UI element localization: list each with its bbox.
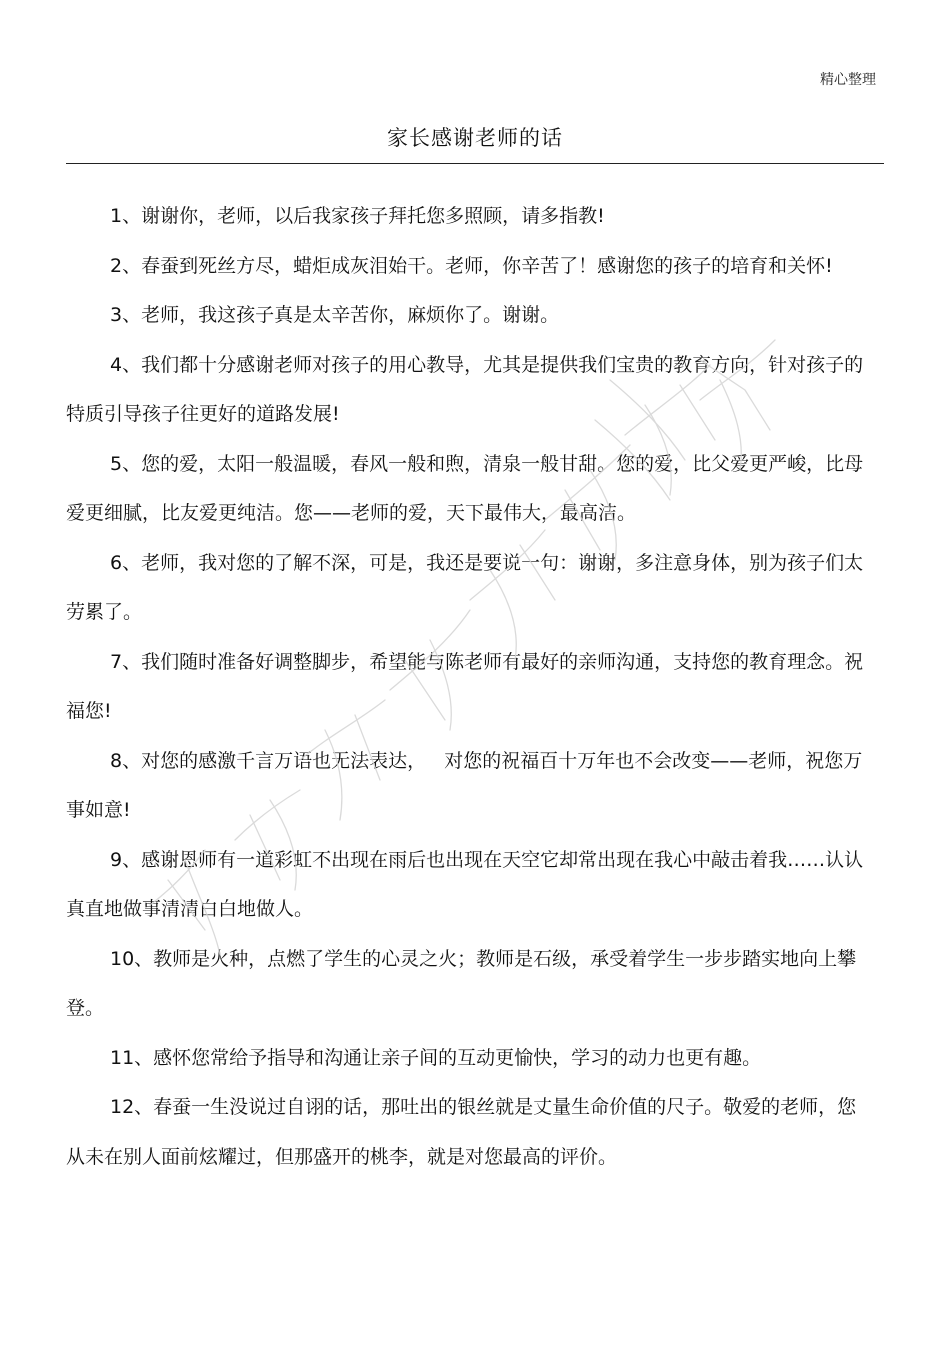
header-note: 精心整理 [820,72,876,88]
paragraph-7: 7、我们随时准备好调整脚步，希望能与陈老师有最好的亲师沟通，支持您的教育理念。祝福您! [66,650,864,722]
paragraph-9: 9、感谢恩师有一道彩虹不出现在雨后也出现在天空它却常出现在我心中敲击着我……认认真直地做事清清白白地做人。 [66,848,864,920]
paragraph-2: 2、春蚕到死丝方尽，蜡炬成灰泪始干。老师，你辛苦了！感谢您的孩子的培育和关怀! [110,254,833,277]
paragraph-5: 5、您的爱，太阳一般温暖，春风一般和煦，清泉一般甘甜。您的爱，比父爱更严峻，比母爱更细腻，比友爱更纯洁。您——老师的爱，天下最伟大，最高洁。 [66,452,864,524]
paragraph-6: 6、老师，我对您的了解不深，可是，我还是要说一句：谢谢，多注意身体，别为孩子们太劳累了。 [66,551,864,623]
title-divider [66,163,884,164]
paragraph-8: 8、对您的感激千言万语也无法表达， 对您的祝福百十万年也不会改变——老师，祝您万事如意! [66,749,863,821]
paragraph-1: 1、谢谢你，老师，以后我家孩子拜托您多照顾，请多指教! [110,205,605,227]
paragraph-10: 10、教师是火种，点燃了学生的心灵之火；教师是石级，承受着学生一步步踏实地向上攀登。 [66,947,857,1019]
paragraph-11: 11、感怀您常给予指导和沟通让亲子间的互动更愉快，学习的动力也更有趣。 [110,1046,762,1069]
document-title: 家长感谢老师的话 [387,126,563,150]
paragraph-4: 4、我们都十分感谢老师对孩子的用心教导，尤其是提供我们宝贵的教育方向，针对孩子的特质引导孩子往更好的道路发展! [66,353,864,425]
document-body [66,192,866,1182]
paragraph-12: 12、春蚕一生没说过自诩的话，那吐出的银丝就是丈量生命价值的尺子。敬爱的老师，您从未在别人面前炫耀过，但那盛开的桃李，就是对您最高的评价。 [66,1096,857,1168]
paragraph-3: 3、老师，我这孩子真是太辛苦你，麻烦你了。谢谢。 [110,304,560,326]
